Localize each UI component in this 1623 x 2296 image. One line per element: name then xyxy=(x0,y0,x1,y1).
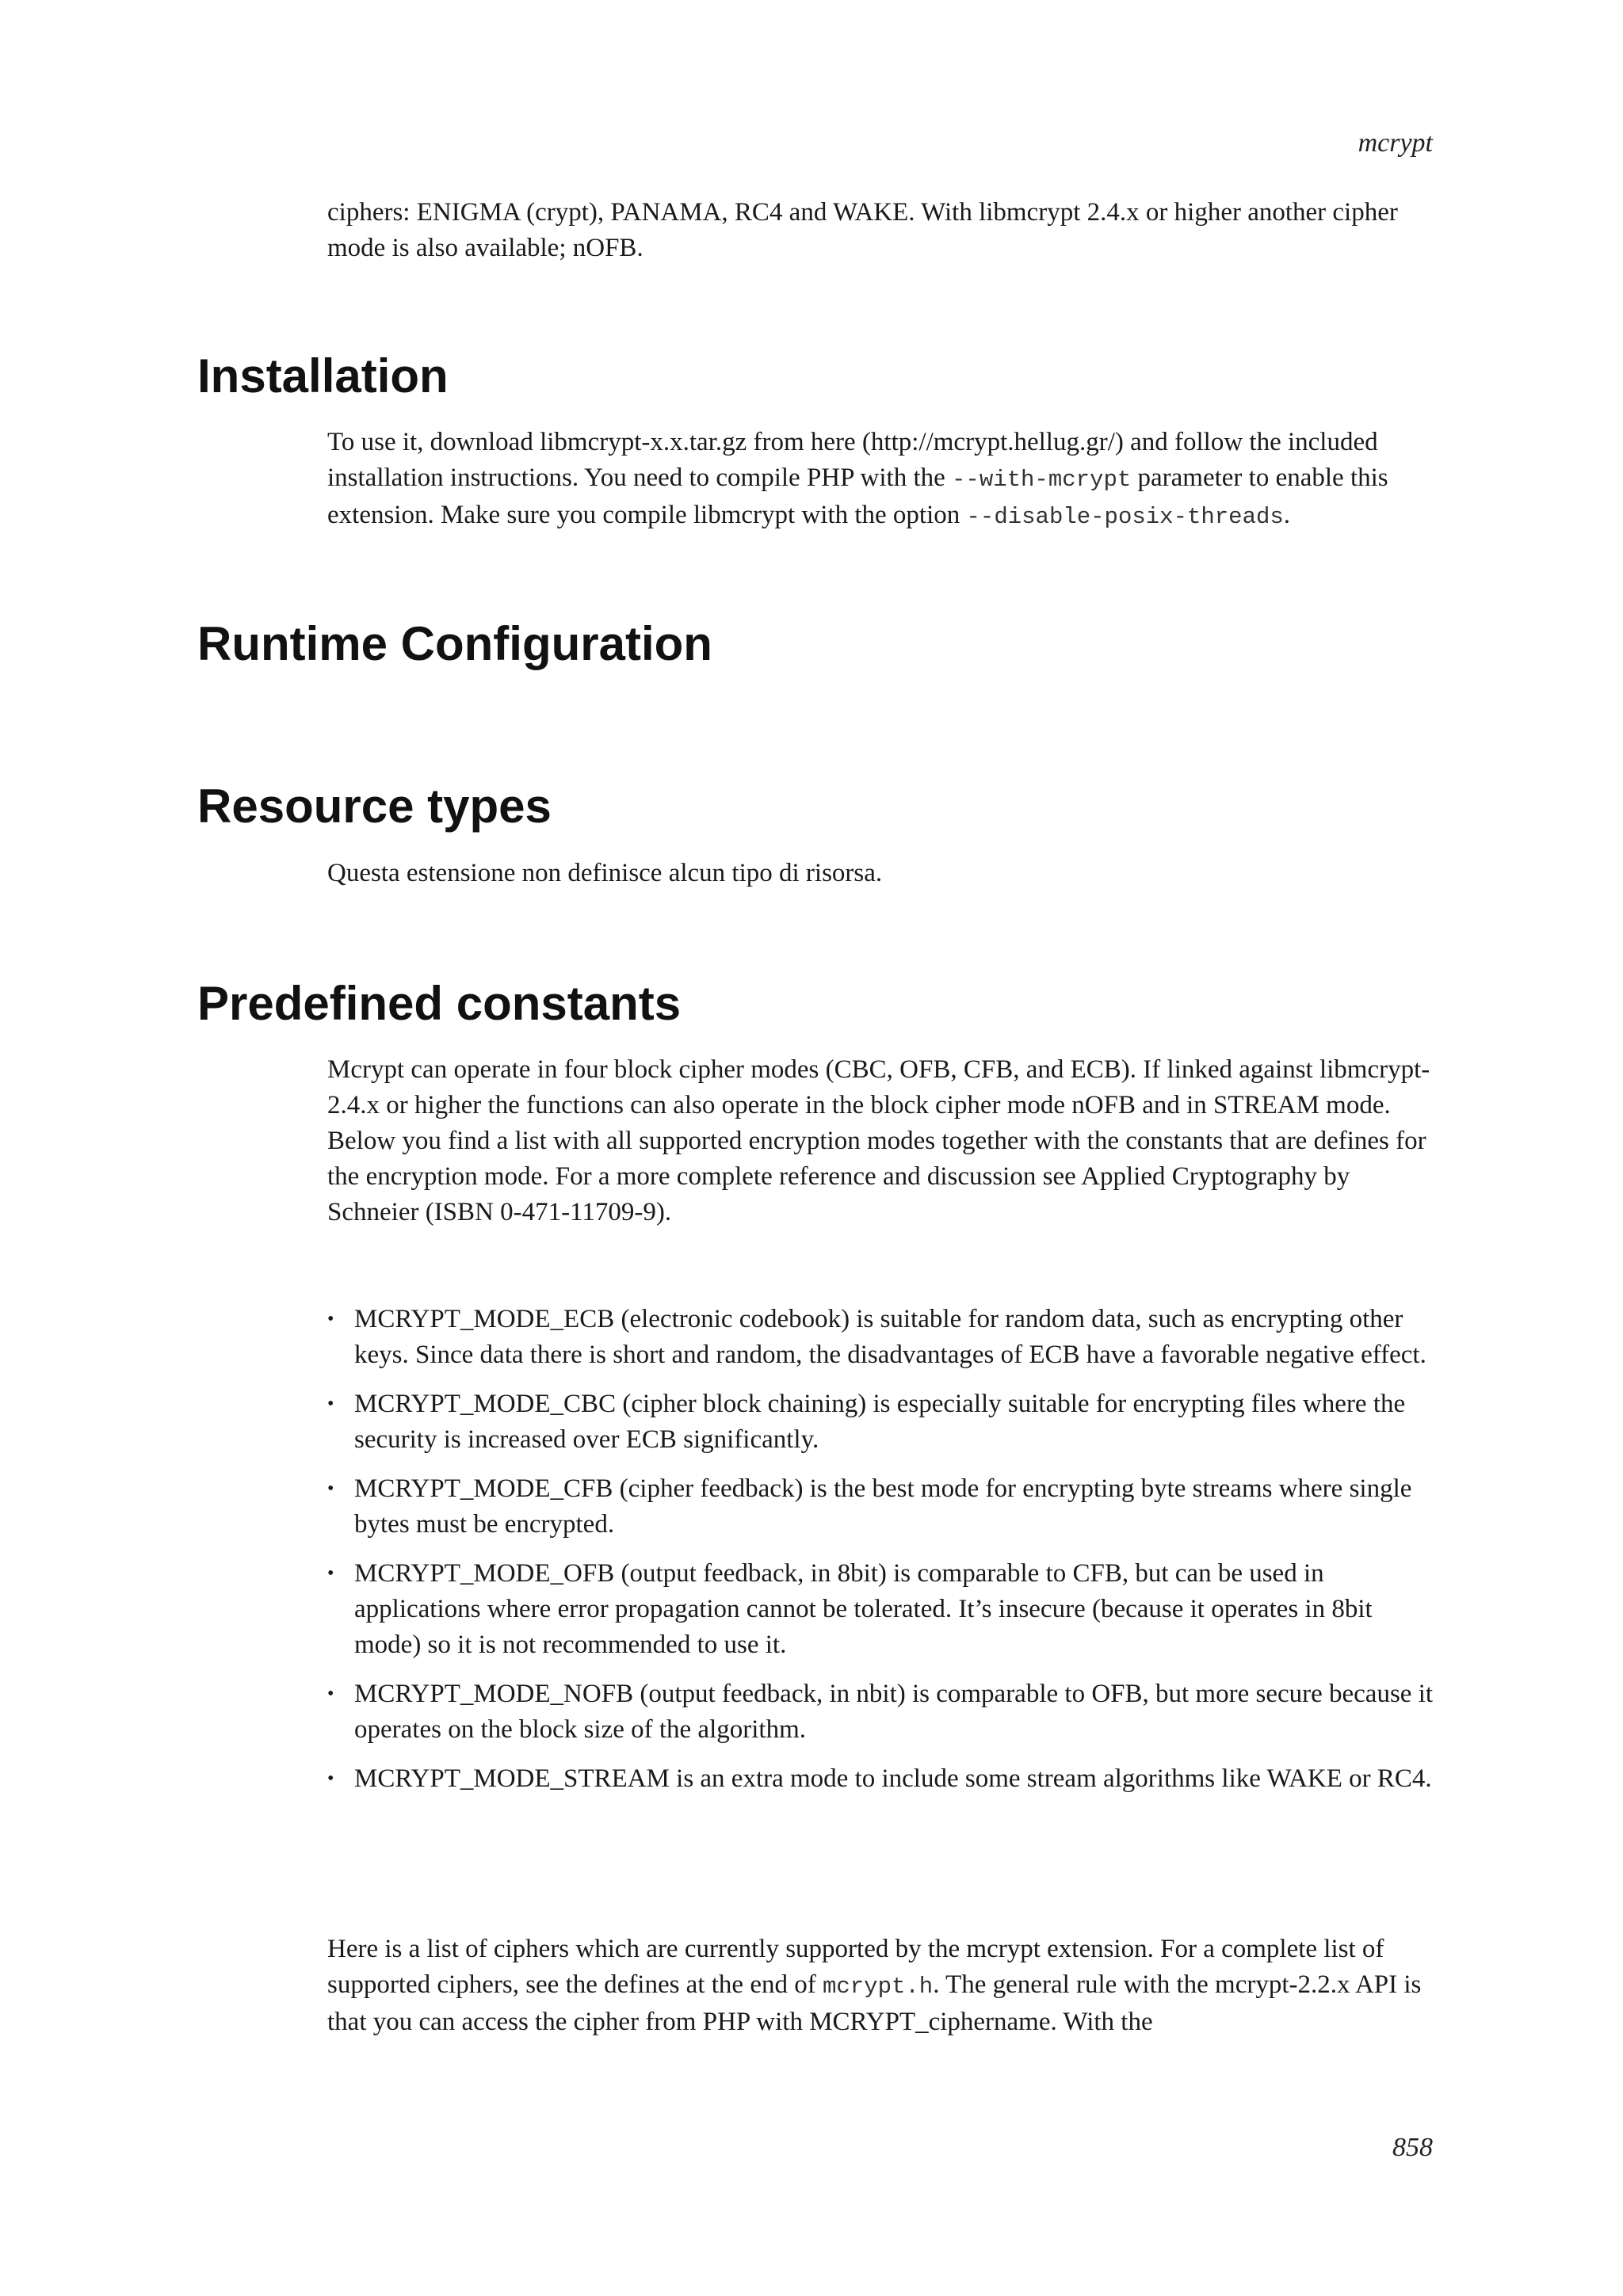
bullet-icon: • xyxy=(327,1394,334,1414)
installation-text-3: . xyxy=(1283,501,1291,529)
intro-paragraph: ciphers: ENIGMA (crypt), PANAMA, RC4 and WAKE. With libmcrypt 2.4.x or higher another cipher mode is also available; nOFB. xyxy=(327,198,1398,262)
code-mcrypt-h: mcrypt.h xyxy=(822,1974,934,2000)
cipher-modes-list xyxy=(327,1302,1437,1810)
list-item-mode-cfb xyxy=(327,1471,1437,1543)
installation-text-1: To use it, download libmcrypt-x.x.tar.gz from here (http://mcrypt.hellug.gr/) and follow the included installation instructions. You need to compile PHP with the xyxy=(327,428,1378,492)
list-item-text: MCRYPT_MODE_CBC (cipher block chaining) is especially suitable for encrypting files where the security is increased over ECB significantly. xyxy=(354,1390,1406,1454)
code-disable-posix-threads: --disable-posix-threads xyxy=(966,504,1284,530)
heading-resource-types: Resource types xyxy=(197,780,552,833)
ciphers-paragraph xyxy=(327,1932,1437,2040)
installation-paragraph xyxy=(327,425,1437,535)
heading-runtime-configuration: Runtime Configuration xyxy=(197,617,712,670)
list-item-mode-ofb xyxy=(327,1556,1437,1663)
heading-predefined-constants: Predefined constants xyxy=(197,977,682,1030)
ciphers-text-1: Here is a list of ciphers which are currently supported by the mcrypt extension. For a complete list of supported ciphers, see the defines at the end of xyxy=(327,1935,1384,1999)
bullet-icon: • xyxy=(327,1309,334,1329)
list-item-mode-stream xyxy=(327,1761,1437,1797)
running-header: mcrypt xyxy=(1358,128,1433,158)
list-item-text: MCRYPT_MODE_CFB (cipher feedback) is the best mode for encrypting byte streams where single bytes must be encrypted. xyxy=(354,1474,1412,1539)
bullet-icon: • xyxy=(327,1684,334,1704)
installation-text-2: parameter to enable this extension. Make sure you compile libmcrypt with the option xyxy=(327,463,1388,529)
list-item-mode-nofb xyxy=(327,1676,1437,1748)
bullet-icon: • xyxy=(327,1563,334,1584)
list-item-text: MCRYPT_MODE_STREAM is an extra mode to include some stream algorithms like WAKE or RC4. xyxy=(354,1764,1432,1793)
resource-types-paragraph: Questa estensione non definisce alcun tipo di risorsa. xyxy=(327,859,883,887)
bullet-icon: • xyxy=(327,1768,334,1789)
code-with-mcrypt: --with-mcrypt xyxy=(952,467,1132,493)
page-number: 858 xyxy=(1392,2133,1433,2162)
constants-intro-paragraph: Mcrypt can operate in four block cipher modes (CBC, OFB, CFB, and ECB). If linked against libmcrypt-2.4.x or higher the functions can also operate in the block cipher mode nOFB and in STREAM mode. Below you find a list with all supported encryption modes together with the constants that are defines for the encryption mode. For a more complete reference and discussion see Applied Cryptography by Schneier (ISBN 0-471-11709-9). xyxy=(327,1055,1430,1226)
list-item-text: MCRYPT_MODE_NOFB (output feedback, in nbit) is comparable to OFB, but more secure because it operates on the block size of the algorithm. xyxy=(354,1680,1434,1744)
ciphers-text-2: . The general rule with the mcrypt-2.2.x API is that you can access the cipher from PHP with MCRYPT_ciphername. With the xyxy=(327,1970,1422,2036)
list-item-text: MCRYPT_MODE_ECB (electronic codebook) is suitable for random data, such as encrypting other keys. Since data there is short and random, the disadvantages of ECB have a favorable negative effect. xyxy=(354,1305,1426,1369)
list-item-mode-cbc xyxy=(327,1386,1437,1458)
bullet-icon: • xyxy=(327,1478,334,1499)
list-item-mode-ecb xyxy=(327,1302,1437,1373)
list-item-text: MCRYPT_MODE_OFB (output feedback, in 8bit) is comparable to CFB, but can be used in applications where error propagation cannot be tolerated. It’s insecure (because it operates in 8bit mode) so it is not recommended to use it. xyxy=(354,1559,1373,1659)
heading-installation: Installation xyxy=(197,349,449,402)
